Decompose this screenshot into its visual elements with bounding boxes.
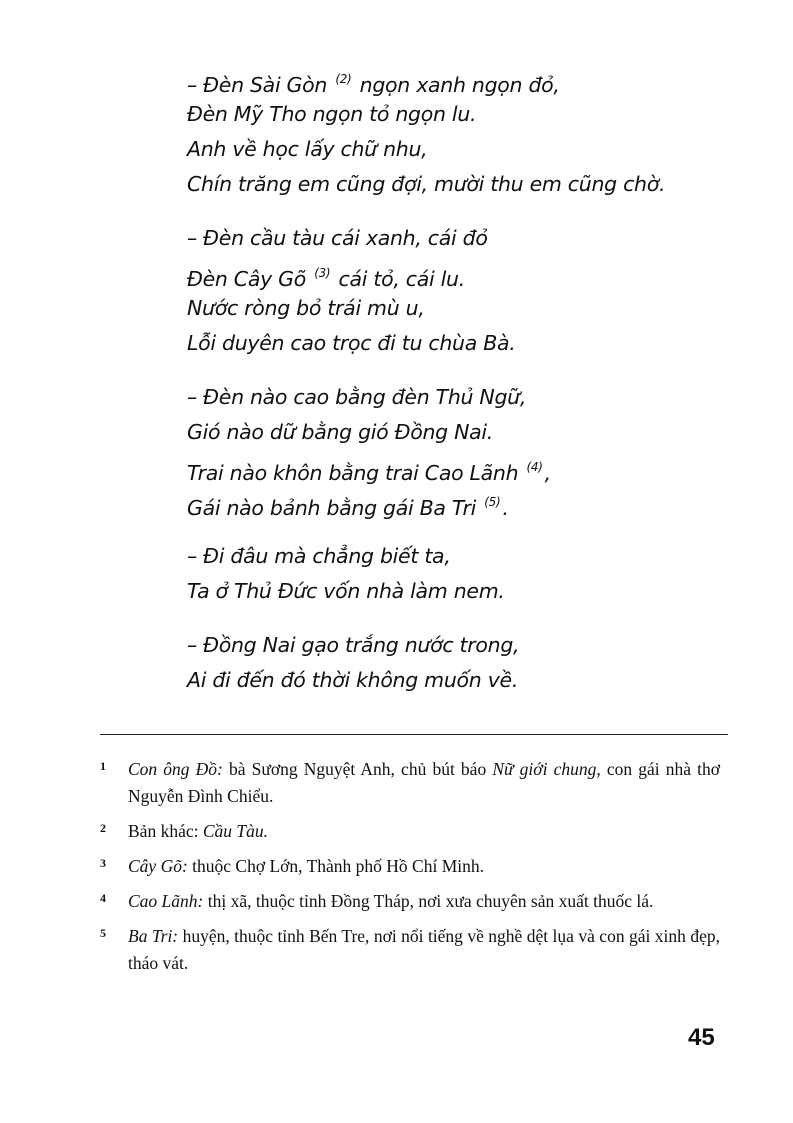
footnote-divider bbox=[100, 734, 728, 735]
footnote-ref: (2) bbox=[335, 72, 352, 86]
verse-text: . bbox=[502, 496, 509, 520]
verse-line bbox=[187, 539, 665, 574]
verse-text: Ai đi đến đó thời không muốn về. bbox=[187, 668, 519, 692]
verse-text: – Đèn Sài Gòn bbox=[187, 73, 334, 97]
verse-text: – Đồng Nai gạo trắng nước trong, bbox=[187, 633, 520, 657]
footnotes bbox=[100, 756, 720, 985]
verse-text: ngọn xanh ngọn đỏ, bbox=[353, 73, 560, 97]
footnote-body: thuộc Chợ Lớn, Thành phố Hồ Chí Minh. bbox=[187, 856, 485, 876]
stanza bbox=[187, 62, 665, 202]
verse-line bbox=[187, 97, 665, 132]
footnote-text bbox=[128, 818, 268, 845]
stanza bbox=[187, 539, 665, 609]
footnote-text bbox=[128, 756, 720, 810]
verse-text: Trai nào khôn bằng trai Cao Lãnh bbox=[187, 461, 525, 485]
verse-line bbox=[187, 450, 665, 485]
verse-text: Nước ròng bỏ trái mù u, bbox=[187, 296, 425, 320]
footnote bbox=[100, 818, 720, 845]
footnote-number: 1 bbox=[100, 759, 106, 773]
footnote-text bbox=[128, 853, 484, 880]
footnote-body: huyện, thuộc tỉnh Bến Tre, nơi nổi tiếng về nghề dệt lụa và con gái xinh đẹp, tháo vát. bbox=[128, 926, 720, 973]
footnote-body: con gái nhà thơ Nguyễn Đình Chiểu. bbox=[128, 759, 720, 806]
verse-line bbox=[187, 663, 665, 698]
page-number: 45 bbox=[688, 1024, 715, 1051]
verse-text: Gió nào dữ bằng gió Đồng Nai. bbox=[187, 420, 493, 444]
stanza bbox=[187, 628, 665, 698]
footnote-number: 3 bbox=[100, 856, 106, 870]
footnote-number: 2 bbox=[100, 821, 106, 835]
footnote-ref: (5) bbox=[484, 495, 501, 509]
verse-text: – Đèn nào cao bằng đèn Thủ Ngữ, bbox=[187, 385, 527, 409]
footnote-term: Con ông Đồ: bbox=[128, 759, 223, 779]
verse-line bbox=[187, 485, 665, 520]
verse-text: , bbox=[544, 461, 551, 485]
verse-line bbox=[187, 628, 665, 663]
footnote bbox=[100, 923, 720, 977]
verse-line bbox=[187, 167, 665, 202]
verse-line bbox=[187, 574, 665, 609]
footnote-body: Bản khác: bbox=[128, 821, 203, 841]
footnote-number: 5 bbox=[100, 926, 106, 940]
footnote bbox=[100, 756, 720, 810]
verse-text: – Đèn cầu tàu cái xanh, cái đỏ bbox=[187, 226, 488, 250]
verse-text: Đèn Mỹ Tho ngọn tỏ ngọn lu. bbox=[187, 102, 477, 126]
footnote-body: thị xã, thuộc tỉnh Đồng Tháp, nơi xưa chuyên sản xuất thuốc lá. bbox=[203, 891, 654, 911]
verse-line bbox=[187, 415, 665, 450]
verse-line bbox=[187, 221, 665, 256]
verse-line bbox=[187, 132, 665, 167]
verse-text: Gái nào bảnh bằng gái Ba Tri bbox=[187, 496, 483, 520]
footnote-term: Cây Gõ: bbox=[128, 856, 188, 876]
footnote-term: Cầu Tàu. bbox=[202, 821, 268, 841]
verse-text: Chín trăng em cũng đợi, mười thu em cũng chờ. bbox=[187, 172, 666, 196]
verse-text: Đèn Cây Gõ bbox=[187, 267, 313, 291]
verse-text: Anh về học lấy chữ nhu, bbox=[187, 137, 428, 161]
footnote bbox=[100, 853, 720, 880]
footnote-term: Nữ giới chung, bbox=[492, 759, 601, 779]
verse-line bbox=[187, 62, 665, 97]
footnote bbox=[100, 888, 720, 915]
footnote-ref: (4) bbox=[526, 460, 543, 474]
poem bbox=[187, 62, 665, 717]
verse-line bbox=[187, 291, 665, 326]
verse-text: Lỗi duyên cao trọc đi tu chùa Bà. bbox=[187, 331, 516, 355]
footnote-number: 4 bbox=[100, 891, 106, 905]
verse-line bbox=[187, 380, 665, 415]
footnote-term: Ba Tri: bbox=[128, 926, 179, 946]
stanza bbox=[187, 380, 665, 520]
footnote-term: Cao Lãnh: bbox=[128, 891, 204, 911]
footnote-body: bà Sương Nguyệt Anh, chủ bút báo bbox=[222, 759, 493, 779]
verse-text: Ta ở Thủ Đức vốn nhà làm nem. bbox=[187, 579, 505, 603]
verse-line bbox=[187, 256, 665, 291]
footnote-ref: (3) bbox=[314, 266, 331, 280]
verse-text: – Đi đâu mà chẳng biết ta, bbox=[187, 544, 451, 568]
stanza bbox=[187, 221, 665, 361]
verse-line bbox=[187, 326, 665, 361]
footnote-text bbox=[128, 923, 720, 977]
footnote-text bbox=[128, 888, 653, 915]
verse-text: cái tỏ, cái lu. bbox=[332, 267, 465, 291]
